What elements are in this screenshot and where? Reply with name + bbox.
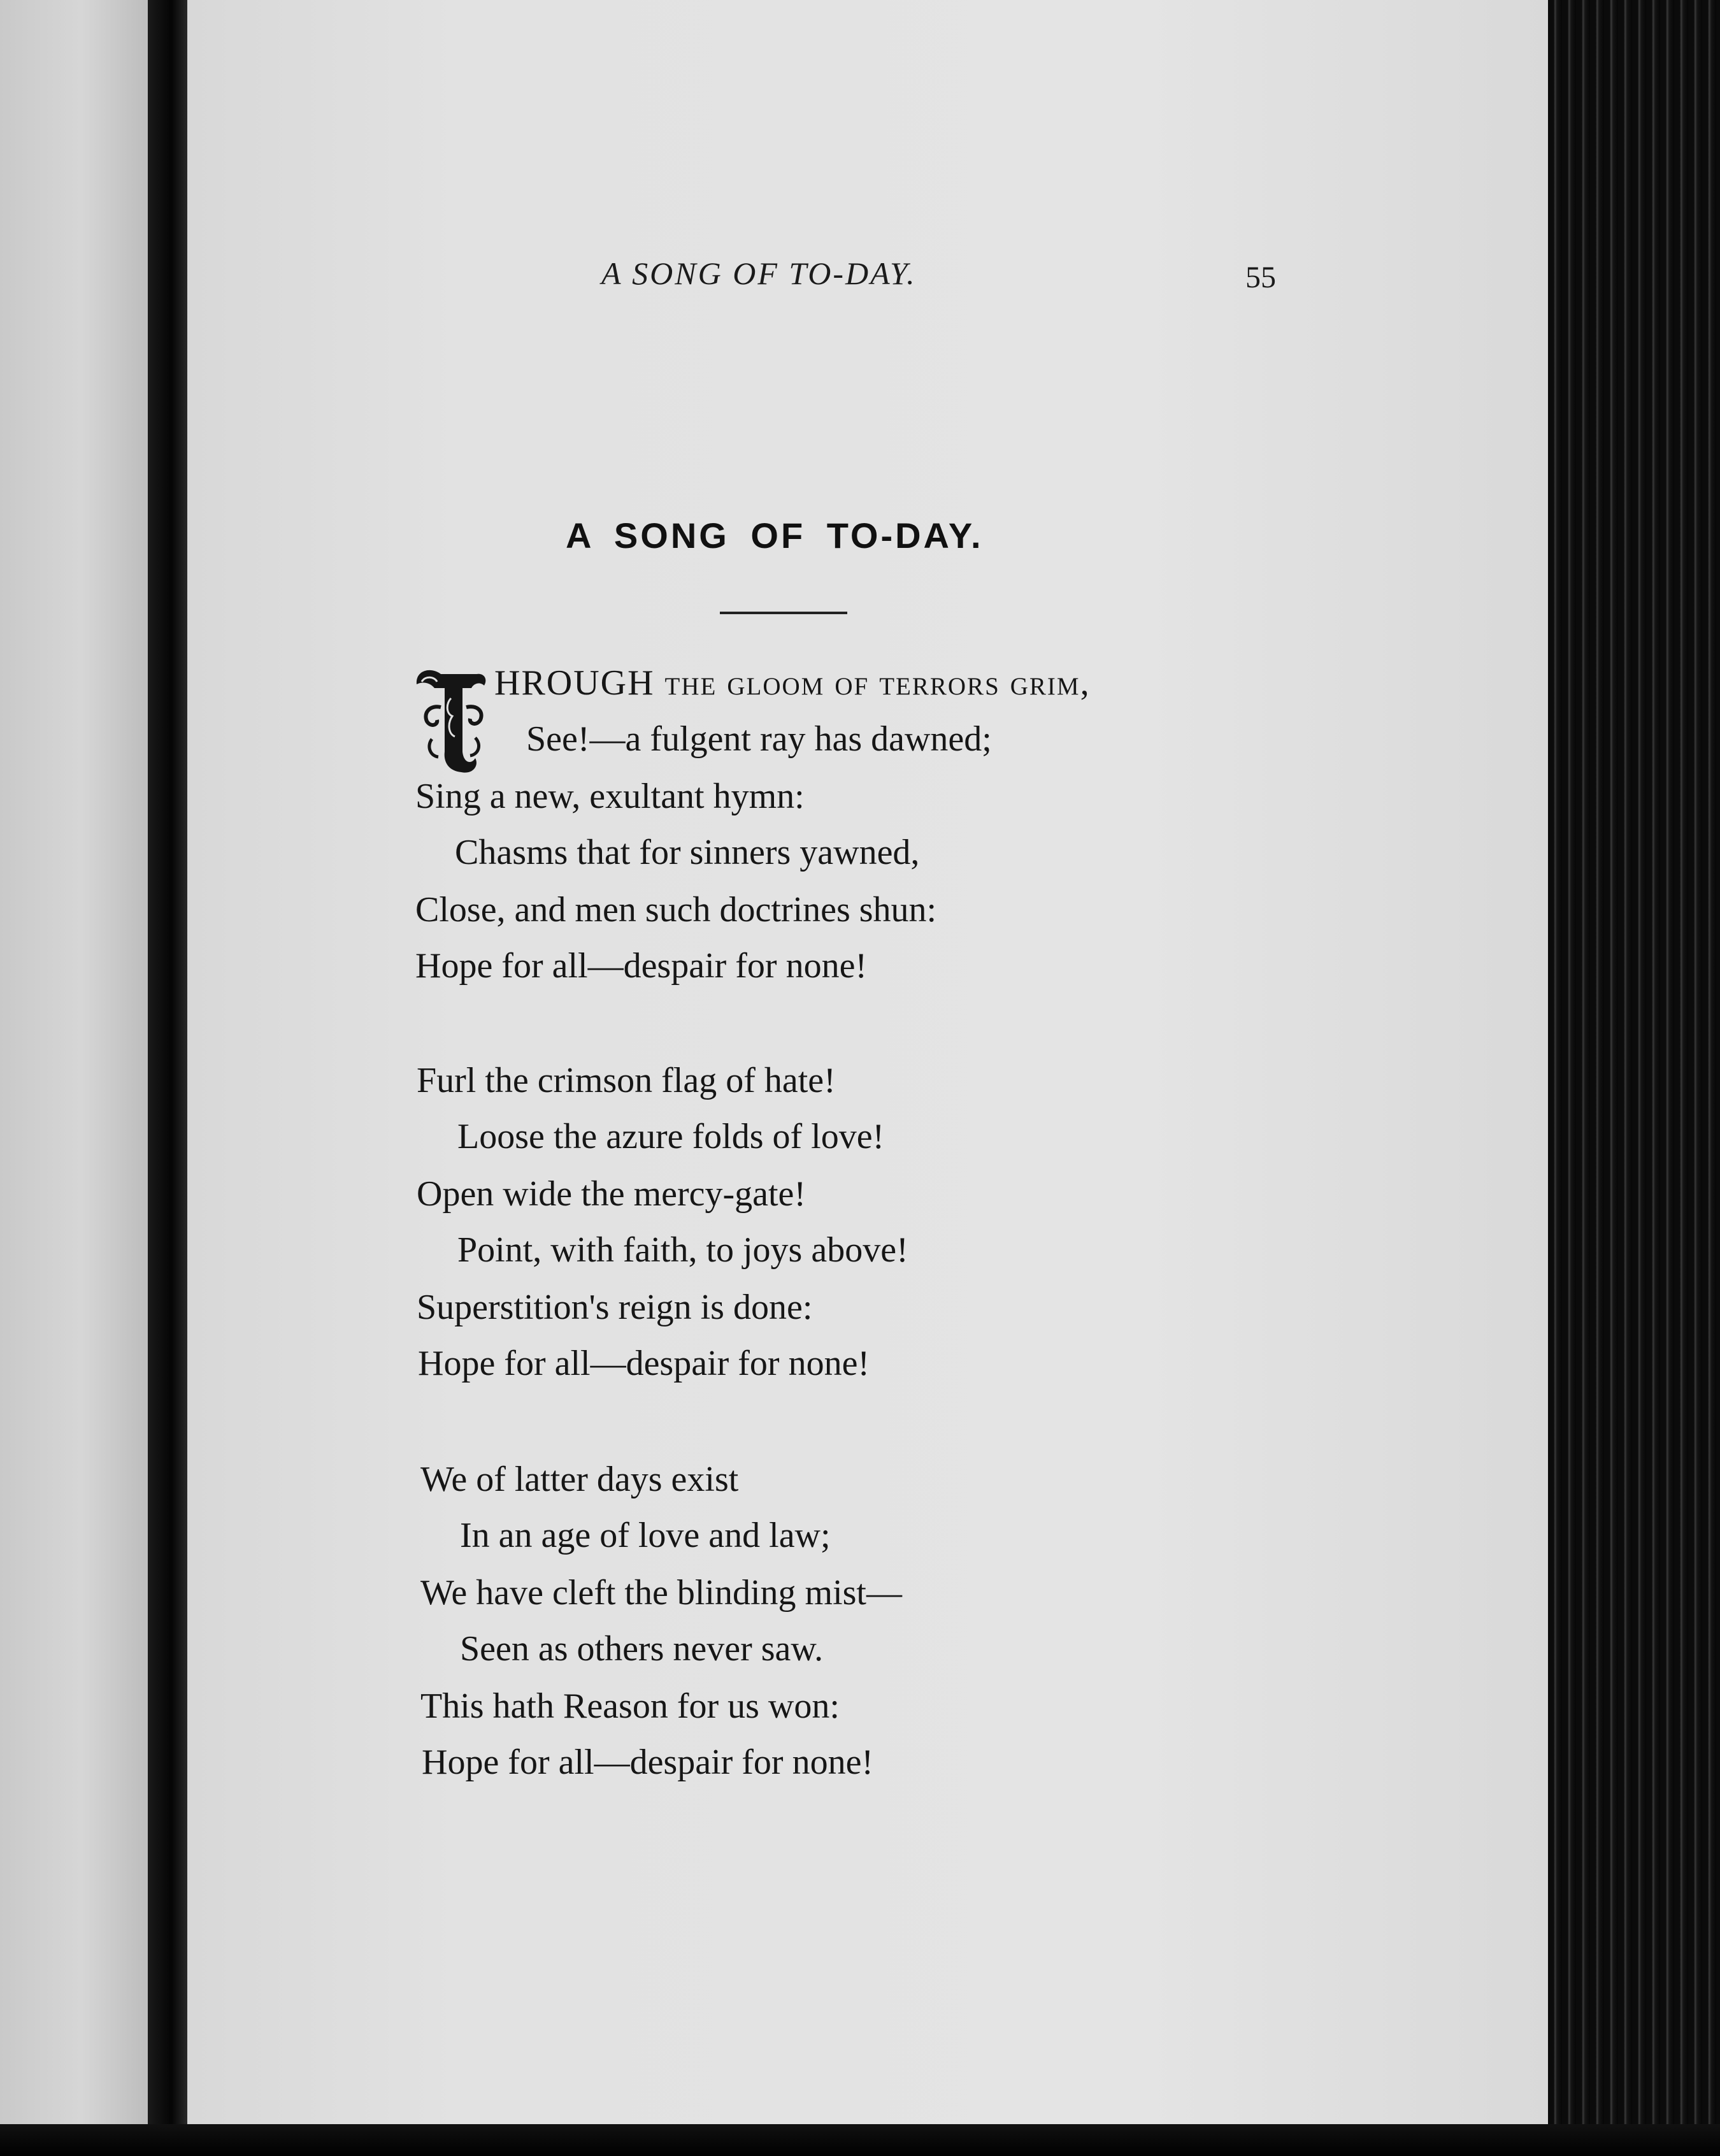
poem-line: In an age of love and law; [460, 1516, 831, 1555]
poem-line: Close, and men such doctrines shun: [415, 890, 937, 930]
bottom-edge [0, 2124, 1720, 2156]
poem-line: Point, with faith, to joys above! [457, 1230, 908, 1270]
poem-line: We have cleft the blinding mist— [420, 1573, 902, 1613]
book-page [187, 0, 1548, 2156]
poem-line: HROUGH the gloom of terrors grim, [494, 663, 1091, 703]
poem-line: Sing a new, exultant hymn: [415, 777, 805, 816]
page-edges [1548, 0, 1720, 2156]
poem-line: Seen as others never saw. [460, 1629, 824, 1669]
running-head: A SONG OF TO-DAY. [601, 255, 917, 291]
poem-line: This hath Reason for us won: [420, 1686, 840, 1726]
ornamental-drop-cap-t-icon [413, 663, 489, 775]
title-rule [720, 612, 847, 614]
page-number: 55 [1245, 261, 1276, 294]
poem-line: Open wide the mercy-gate! [417, 1174, 806, 1214]
facing-page-edge [0, 0, 148, 2156]
book-gutter [148, 0, 187, 2156]
poem-line: Chasms that for sinners yawned, [455, 833, 920, 872]
poem-line: Hope for all—despair for none! [422, 1743, 874, 1782]
poem-line: Loose the azure folds of love! [457, 1117, 885, 1156]
poem-line: Superstition's reign is done: [417, 1288, 813, 1327]
poem-line: See!—a fulgent ray has dawned; [526, 719, 992, 759]
poem-line: Hope for all—despair for none! [415, 946, 868, 986]
poem-line: Furl the crimson flag of hate! [417, 1061, 836, 1100]
poem-line: We of latter days exist [420, 1460, 739, 1499]
poem-title: A SONG OF TO-DAY. [566, 515, 984, 556]
poem-line: Hope for all—despair for none! [418, 1344, 870, 1383]
